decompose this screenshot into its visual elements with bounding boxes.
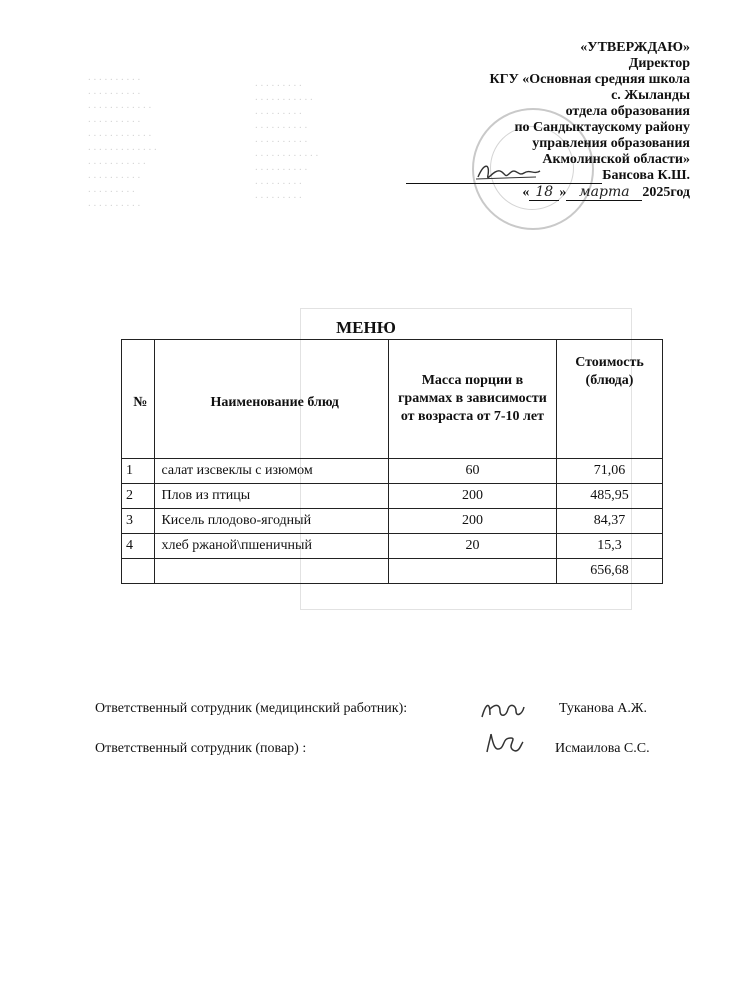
date-month: марта [566,184,642,201]
header-portion-mass: Масса порции в граммах в зависимости от возраста от 7-10 лет [388,340,556,459]
row-dish-name: Кисель плодово-ягодный [155,509,389,534]
director-signature [406,169,602,184]
medical-signature [478,697,528,721]
approval-org-line: Акмолинской области» [542,152,690,167]
date-quote-open: « [522,185,530,200]
bleed-through-text: . . . . . . . . . . . . . . . . . . . . . . . . . . . . . . . . . . . . . . . . . . . . . . . . . . . . . . . . . . . . . . . . . . . . . . . . . . . . . . . . . . . . . . . . . [255,77,319,201]
approval-signature-line [360,168,690,184]
total-cost: 656,68 [556,559,662,584]
table-row [122,509,663,534]
row-cost: 15,3 [556,534,662,559]
row-cost: 84,37 [556,509,662,534]
header-cost: Стоимость (блюда) [556,340,662,459]
row-dish-name: салат изсвеклы с изюмом [155,459,389,484]
date-year: 2025год [642,185,690,200]
approval-block [360,40,690,201]
header-dish-name: Наименование блюд [155,340,389,459]
row-dish-name: хлеб ржаной\пшеничный [155,534,389,559]
table-row [122,459,663,484]
responsible-cook-role: Ответственный сотрудник (повар) : [95,741,307,756]
approval-position: Директор [628,56,690,71]
row-num: 3 [122,509,155,534]
total-num-cell [122,559,155,584]
date-quote-close: » [559,185,567,200]
table-row [122,484,663,509]
approval-date [360,184,690,201]
row-mass: 200 [388,509,556,534]
row-mass: 20 [388,534,556,559]
row-num: 2 [122,484,155,509]
table-total-row [122,559,663,584]
row-dish-name: Плов из птицы [155,484,389,509]
approval-org-line: отдела образования [565,104,690,119]
row-cost: 485,95 [556,484,662,509]
approval-org-line: по Сандыктаускому району [514,120,690,135]
header-num: № [122,340,155,459]
responsible-medical-name: Туканова А.Ж. [559,701,647,716]
row-num: 1 [122,459,155,484]
approval-org-line: управления образования [532,136,690,151]
approval-org-line: с. Жыланды [611,88,690,103]
responsible-medical-role: Ответственный сотрудник (медицинский работник): [95,701,408,716]
bleed-through-text: . . . . . . . . . . . . . . . . . . . . . . . . . . . . . . . . . . . . . . . . . . . . . . . . . . . . . . . . . . . . . . . . . . . . . . . . . . . . . . . . . . . . . . . . . . . . . . . . . . . . . . . . . . . [88,71,157,209]
total-mass-cell [388,559,556,584]
row-mass: 200 [388,484,556,509]
row-num: 4 [122,534,155,559]
date-day: 18 [529,184,559,201]
director-signature-scribble [474,159,544,185]
menu-table [121,339,663,584]
approval-org-line: КГУ «Основная средняя школа [489,72,690,87]
approval-signer: Бансова К.Ш. [602,168,690,183]
total-name-cell [155,559,389,584]
row-cost: 71,06 [556,459,662,484]
table-row [122,534,663,559]
approval-heading: «УТВЕРЖДАЮ» [580,40,690,55]
row-mass: 60 [388,459,556,484]
responsible-cook-name: Исмаилова С.С. [555,741,650,756]
cook-signature [481,730,525,758]
table-header-row [122,340,663,459]
document-title: МЕНЮ [336,318,396,337]
